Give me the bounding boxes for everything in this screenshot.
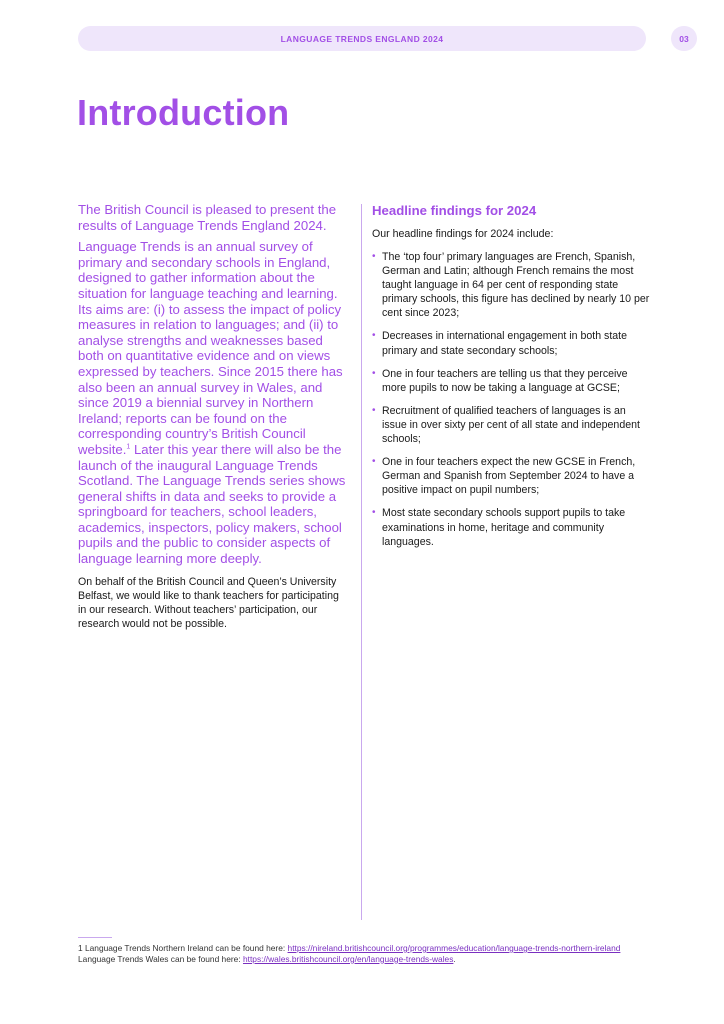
- page-number-badge: [671, 26, 697, 51]
- column-divider: [361, 204, 362, 920]
- finding-text: Most state secondary schools support pupils to take examinations in home, heritage and community languages.: [382, 507, 626, 548]
- findings-intro: Our headline findings for 2024 include:: [372, 228, 554, 240]
- footnote-rule: [78, 937, 112, 938]
- finding-item: [372, 367, 652, 395]
- finding-text: The ‘top four’ primary languages are French, Spanish, German and Latin; although French remains the most taught language in 64 per cent of responding state primary schools, this figure has declined by nearly 10 per cent since 2023;: [382, 251, 650, 320]
- finding-item: [372, 250, 652, 320]
- lead-paragraph-1: The British Council is pleased to present the results of Language Trends England 2024.: [78, 202, 337, 233]
- headline-findings-heading: Headline findings for 2024: [372, 203, 537, 218]
- finding-item: [372, 506, 652, 548]
- footnote-ref-1[interactable]: 1: [126, 443, 131, 451]
- findings-list: [372, 250, 652, 549]
- footnote-northern-ireland: [78, 943, 638, 954]
- bullet-icon: •: [372, 330, 376, 342]
- left-column: [78, 202, 350, 631]
- footnote-wales: [78, 954, 638, 965]
- thanks-paragraph: On behalf of the British Council and Queen’s University Belfast, we would like to thank teachers for participating in our research. Without teachers’ participation, our research would not be possible.: [78, 575, 339, 631]
- footnote-wales-prefix: Language Trends Wales can be found here:: [78, 953, 243, 964]
- lead-paragraph-2: [78, 239, 350, 566]
- footnote-ni-prefix: 1 Language Trends Northern Ireland can be found here:: [78, 943, 288, 953]
- page-title: Introduction: [77, 92, 290, 133]
- footnote-wales-suffix: .: [453, 953, 456, 964]
- page-number: 03: [679, 33, 689, 44]
- finding-text: One in four teachers expect the new GCSE in French, German and Spanish from September 2024 to have a positive impact on pupil numbers;: [382, 456, 636, 497]
- wales-link[interactable]: https://wales.britishcouncil.org/en/language-trends-wales: [242, 953, 454, 964]
- bullet-icon: •: [372, 367, 376, 379]
- lead-paragraph-2-continued: Later this year there will also be the launch of the inaugural Language Trends Scotland. The Language Trends series shows general shifts in data and seeks to provide a springboard for teachers, school leaders, academics, inspectors, policy makers, school pupils and the public to consider aspects of language learning more deeply.: [78, 441, 346, 567]
- finding-text: Decreases in international engagement in both state primary and state secondary schools;: [382, 330, 627, 357]
- finding-item: [372, 404, 652, 446]
- bullet-icon: •: [372, 404, 376, 416]
- bullet-icon: •: [372, 251, 376, 262]
- bullet-icon: •: [372, 507, 376, 519]
- lead-paragraph-2-text: Language Trends is an annual survey of primary and secondary schools in England, designed to gather information about the situation for language teaching and learning. Its aims are: (i) to assess the impact of policy measures in relation to languages; and (ii) to analyse strengths and weaknesses based both on quantitative evidence and on views expressed by teachers. Since 2015 there has also been an annual survey in Wales, and since 2019 a biennial survey in Northern Ireland; reports can be found on the corresponding country’s British Council website.: [78, 239, 343, 457]
- finding-text: One in four teachers are telling us that they perceive more pupils to now be taking a language at GCSE;: [382, 367, 628, 394]
- right-column: [372, 202, 652, 558]
- running-header: [78, 26, 646, 51]
- running-header-title: LANGUAGE TRENDS ENGLAND 2024: [280, 33, 444, 44]
- finding-text: Recruitment of qualified teachers of languages is an issue in over sixty per cent of all state and independent schools;: [382, 404, 640, 446]
- finding-item: [372, 455, 652, 497]
- footnotes: [78, 943, 638, 965]
- finding-item: [372, 329, 652, 357]
- bullet-icon: •: [372, 456, 376, 468]
- northern-ireland-link[interactable]: https://nireland.britishcouncil.org/programmes/education/language-trends-northern-ireland: [287, 943, 621, 953]
